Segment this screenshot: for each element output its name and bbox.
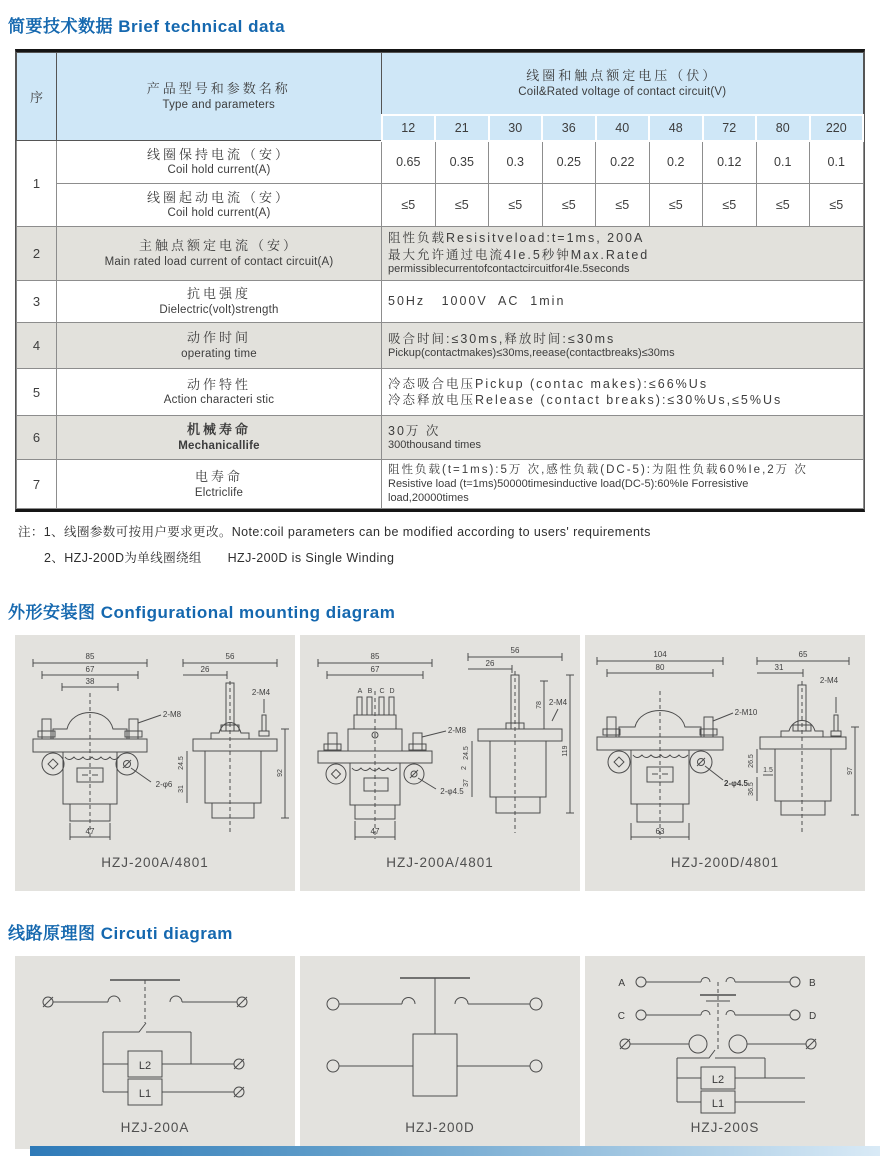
content-line: 阻性负载(t=1ms):5万 次,感性负载(DC-5):为阻性负载60%Ie,2万 次: [388, 464, 808, 476]
bottom-gradient-bar: [30, 1146, 880, 1156]
mounting-caption: HZJ-200A/4801: [101, 855, 209, 871]
param-cell: [57, 369, 382, 416]
circuit-caption: HZJ-200A: [120, 1120, 190, 1136]
row-label-en: Dielectric(volt)strength: [159, 303, 279, 316]
table-row-start-current: [17, 184, 864, 227]
hold-value: 0.3: [489, 141, 543, 184]
row-label-zh: 动作时间: [186, 330, 251, 346]
hole-callout: 2-φ4.5: [440, 787, 464, 797]
param-cell: [57, 460, 382, 509]
param-header-en: Type and parameters: [162, 98, 275, 111]
side-view-drawing: [748, 650, 859, 833]
dim-label: 67: [370, 665, 380, 675]
mounting-drawing-hzj200d: [585, 641, 865, 853]
dim-label: 67: [85, 665, 95, 675]
table-row-hold-current: [17, 141, 864, 184]
note-line-1: 注：1、线圈参数可按用户要求更改。Note:coil parameters can be modified according to users' requirements: [18, 525, 651, 540]
coil-assembly: [677, 1050, 805, 1113]
table-row-operating-time: [17, 323, 864, 369]
terminal-icon: [530, 1060, 542, 1072]
dim-label: 56: [225, 652, 235, 662]
row-label-zh: 主触点额定电流（安）: [138, 238, 299, 254]
hole-callout: 2-φ6: [155, 780, 173, 790]
terminal-label-d: D: [809, 1011, 817, 1023]
circuit-panel-hzj200a: [15, 956, 295, 1149]
seq-cell: 5: [17, 369, 57, 416]
dim-label: 24.5: [463, 746, 470, 761]
dim-label: 85: [370, 652, 380, 662]
coil-assembly: [103, 1023, 244, 1105]
start-value: ≤5: [542, 184, 596, 227]
bolt-callout: 2-M8: [162, 710, 182, 720]
circuit-drawing-hzj200s: [585, 960, 865, 1118]
table-notes: [18, 522, 880, 566]
seq-cell: 3: [17, 281, 57, 323]
param-cell: [57, 141, 382, 184]
dim-label: 80: [655, 663, 665, 673]
terminal-icon: [790, 977, 800, 987]
voltage-col: 12: [382, 115, 436, 141]
content-line: 吸合时间:≤30ms,释放时间:≤30ms: [388, 331, 616, 346]
dim-label: 97: [847, 767, 854, 776]
hole-callout: 2-φ4.5: [724, 779, 748, 789]
voltage-header-zh: 线圈和触点额定电压（伏）: [526, 68, 719, 83]
terminal-icon: [636, 1010, 646, 1020]
circuit-drawing-hzj200a: [15, 960, 295, 1118]
content-line: 300thousand times: [388, 438, 481, 451]
row-content: [382, 227, 864, 281]
dim-label: 63: [655, 827, 665, 837]
content-line: permissiblecurrentofcontactcircuitfor4Ie.5seconds: [388, 262, 630, 275]
terminal-icon: [327, 998, 339, 1010]
dim-label: 31: [178, 785, 185, 794]
start-value: ≤5: [810, 184, 864, 227]
row-label-zh: 电寿命: [194, 468, 243, 484]
hold-value: 0.35: [435, 141, 489, 184]
table-row-main-current: [17, 227, 864, 281]
mounting-caption: HZJ-200D/4801: [670, 855, 780, 871]
pin-label: C: [379, 688, 385, 696]
circuit-caption: HZJ-200D: [405, 1120, 475, 1136]
mounting-panel-hzj200a: [15, 635, 295, 891]
row-label-zh: 抗电强度: [186, 286, 251, 302]
circuit-drawing-hzj200d: [300, 960, 580, 1118]
hold-current-label-en: Coil hold current(A): [167, 164, 271, 177]
dim-label: 26: [485, 659, 495, 669]
dim-label: 65: [798, 650, 808, 660]
terminal-label-b: B: [809, 978, 816, 990]
dim-label: 38: [85, 677, 95, 687]
front-view-drawing: [597, 650, 758, 840]
start-value: ≤5: [596, 184, 650, 227]
circuit-caption: HZJ-200S: [690, 1120, 760, 1136]
section-title-brief-technical-data: 简要技术数据 Brief technical data: [8, 17, 286, 36]
start-current-label-en: Coil hold current(A): [167, 207, 271, 220]
param-cell: [57, 323, 382, 369]
contact-icon: [729, 1035, 747, 1053]
content-line: load,20000times: [388, 491, 469, 504]
side-view-drawing: [178, 652, 289, 833]
bolt-callout: 2-M8: [447, 726, 467, 736]
coil-label-l1: L1: [138, 1088, 152, 1101]
voltage-col: 48: [649, 115, 703, 141]
contact-assembly: [43, 980, 247, 1023]
terminal-label-c: C: [617, 1011, 625, 1023]
pin-label: A: [357, 688, 363, 696]
dim-label: 37: [463, 779, 470, 788]
voltage-col: 36: [542, 115, 596, 141]
coil-assembly: [327, 1034, 542, 1096]
param-column-header: [57, 53, 382, 141]
hold-current-label-zh: 线圈保持电流（安）: [146, 146, 291, 162]
seq-cell: 6: [17, 416, 57, 460]
dim-label: 92: [277, 769, 284, 778]
row-label-zh: 动作特性: [186, 376, 251, 392]
dim-label: 36.5: [748, 782, 755, 797]
terminal-icon: [530, 998, 542, 1010]
hold-value: 0.2: [649, 141, 703, 184]
content-line: Resistive load (t=1ms)50000timesinductive load(DC-5):60%Ie Forresistive: [388, 477, 749, 490]
row-label-en: operating time: [181, 347, 257, 360]
row-label-zh: 机械寿命: [186, 422, 251, 438]
row-content: [382, 416, 864, 460]
content-line: 50Hz 1000V AC 1min: [388, 294, 566, 309]
start-value: ≤5: [489, 184, 543, 227]
dim-label: 85: [85, 652, 95, 662]
row-content: [382, 369, 864, 416]
row-content: [382, 460, 864, 509]
terminal-label-a: A: [618, 978, 625, 990]
content-line: 30万 次: [388, 423, 441, 438]
param-cell: [57, 416, 382, 460]
param-cell: [57, 184, 382, 227]
voltage-col: 21: [435, 115, 489, 141]
dim-label: 104: [653, 650, 667, 660]
content-line: 冷态释放电压Release (contact breaks):≤30%Us,≤5%Us: [388, 393, 783, 407]
contact-assembly: [618, 977, 816, 1053]
param-cell: [57, 227, 382, 281]
circuit-panel-hzj200s: [585, 956, 865, 1149]
voltage-header: [382, 53, 864, 115]
bolt-callout: 2-M4: [251, 688, 271, 698]
technical-data-table: [16, 52, 864, 509]
dim-label: 24.5: [178, 756, 185, 771]
bolt-callout: 2-M10: [734, 708, 758, 718]
terminal-icon: [790, 1010, 800, 1020]
pin-label: D: [389, 688, 395, 696]
dim-label: 56: [510, 646, 520, 656]
front-view-drawing: [318, 652, 467, 840]
start-value: ≤5: [649, 184, 703, 227]
technical-data-table-wrap: [15, 49, 865, 512]
voltage-col: 80: [756, 115, 810, 141]
hold-value: 0.25: [542, 141, 596, 184]
mounting-drawing-hzj200a: [15, 641, 295, 853]
start-value: ≤5: [382, 184, 436, 227]
hold-value: 0.12: [703, 141, 757, 184]
row-content: [382, 281, 864, 323]
hold-value: 0.65: [382, 141, 436, 184]
voltage-col: 220: [810, 115, 864, 141]
coil-label-l1: L1: [711, 1098, 725, 1111]
table-row-mechanical-life: [17, 416, 864, 460]
start-value: ≤5: [435, 184, 489, 227]
front-view-drawing: [33, 652, 182, 840]
mounting-caption: HZJ-200A/4801: [386, 855, 494, 871]
mounting-panel-hzj200a-pins: [300, 635, 580, 891]
dim-label: 78: [536, 701, 543, 710]
section-title-circuit-diagram: 线路原理图 Circuti diagram: [8, 924, 233, 944]
dim-label: 1.5: [763, 767, 773, 775]
row-label-en: Main rated load current of contact circuit(A): [104, 255, 334, 268]
voltage-col: 30: [489, 115, 543, 141]
content-line: 最大允许通过电流4Ie.5秒钟Max.Rated: [388, 247, 650, 262]
pin-label: B: [367, 688, 373, 696]
voltage-header-en: Coil&Rated voltage of contact circuit(V): [518, 85, 727, 98]
content-line: Pickup(contactmakes)≤30ms,reease(contactbreaks)≤30ms: [388, 346, 675, 359]
content-line: 阻性负载Resisitveload:t=1ms, 200A: [388, 231, 645, 246]
row-content: [382, 323, 864, 369]
contact-assembly: [327, 978, 542, 1034]
start-current-label-zh: 线圈起动电流（安）: [146, 189, 291, 205]
seq-cell: 1: [17, 141, 57, 227]
mounting-diagram-row: [15, 635, 865, 891]
dim-label: 119: [562, 745, 569, 758]
circuit-panel-hzj200d: [300, 956, 580, 1149]
seq-cell: 2: [17, 227, 57, 281]
coil-label-l2: L2: [711, 1074, 725, 1087]
dim-label: 47: [370, 827, 380, 837]
note-line-2: 2、HZJ-200D为单线圈绕组 HZJ-200D is Single Winding: [44, 551, 395, 566]
circuit-diagram-row: [15, 956, 865, 1149]
mounting-panel-hzj200d: [585, 635, 865, 891]
coil-label-l2: L2: [138, 1060, 152, 1073]
param-cell: [57, 281, 382, 323]
side-view-drawing: [461, 646, 574, 833]
bolt-callout: 2-M4: [548, 698, 568, 708]
dim-label: 31: [774, 663, 784, 673]
table-header-row: [17, 53, 864, 115]
table-row-dielectric: [17, 281, 864, 323]
terminal-icon: [327, 1060, 339, 1072]
hold-value: 0.1: [756, 141, 810, 184]
dim-label: 26.5: [748, 754, 755, 769]
contact-icon: [689, 1035, 707, 1053]
voltage-col: 72: [703, 115, 757, 141]
start-value: ≤5: [703, 184, 757, 227]
dim-label: 2: [461, 766, 468, 771]
dim-label: 26: [200, 665, 210, 675]
seq-column-header: 序: [17, 53, 57, 141]
start-value: ≤5: [756, 184, 810, 227]
mounting-drawing-hzj200a-pins: [300, 641, 580, 853]
seq-cell: 4: [17, 323, 57, 369]
param-header-zh: 产品型号和参数名称: [146, 81, 291, 97]
hold-value: 0.22: [596, 141, 650, 184]
content-line: 冷态吸合电压Pickup (contac makes):≤66%Us: [388, 376, 709, 391]
row-label-en: Mechanicallife: [178, 439, 260, 452]
seq-cell: 7: [17, 460, 57, 509]
voltage-col: 40: [596, 115, 650, 141]
table-row-electrical-life: [17, 460, 864, 509]
dim-label: 47: [85, 827, 95, 837]
row-label-en: Elctriclife: [194, 486, 244, 499]
terminal-icon: [636, 977, 646, 987]
hold-value: 0.1: [810, 141, 864, 184]
bolt-callout: 2-M4: [819, 676, 839, 686]
section-title-mounting-diagram: 外形安装图 Configurational mounting diagram: [8, 603, 396, 623]
table-row-action-characteristic: [17, 369, 864, 416]
row-label-en: Action characteri stic: [163, 394, 275, 407]
